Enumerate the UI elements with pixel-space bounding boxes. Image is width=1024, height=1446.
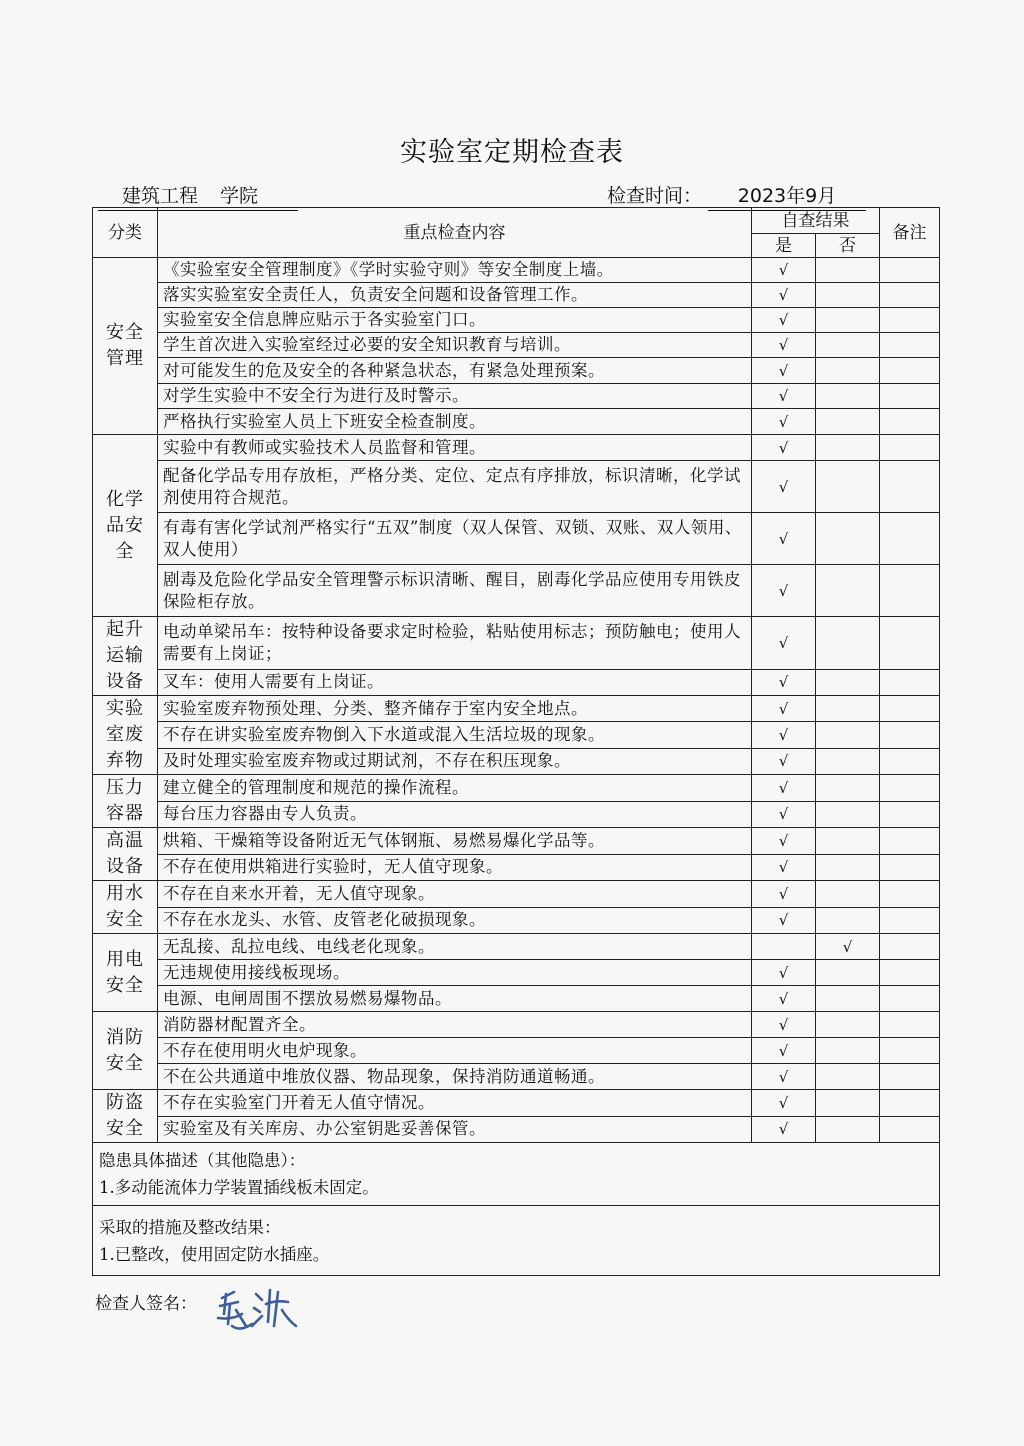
yes-mark: √ [752,881,816,908]
inspection-time-value: 2023年9月 [708,181,866,211]
note-cell [880,828,940,855]
yes-mark: √ [752,258,816,283]
table-row [93,960,940,986]
table-row [93,748,940,774]
note-cell [880,854,940,881]
note-cell [880,384,940,409]
no-mark [816,854,880,881]
no-mark [816,907,880,934]
check-item: 实验室及有关库房、办公室钥匙妥善保管。 [158,1116,752,1143]
hazards-row [93,1143,940,1206]
yes-mark: √ [752,565,816,617]
check-item: 电动单梁吊车：按特种设备要求定时检验，粘贴使用标志；预防触电；使用人需要有上岗证； [158,617,752,670]
table-row [93,801,940,828]
header-row [93,208,940,234]
note-cell [880,1090,940,1117]
note-header: 备注 [880,208,940,258]
check-item: 配备化学品专用存放柜，严格分类、定位、定点有序排放，标识清晰，化学试剂使用符合规范。 [158,461,752,513]
college-name: 建筑工程 [122,185,199,207]
yes-mark: √ [752,384,816,409]
table-row [93,881,940,908]
table-row [93,358,940,384]
result-header: 自查结果 [752,208,880,234]
note-cell [880,1064,940,1090]
no-mark [816,1064,880,1090]
table-row [93,513,940,565]
yes-mark: √ [752,513,816,565]
hazards-label: 隐患具体描述（其他隐患）： [99,1151,306,1170]
inspection-time-label: 检查时间： [607,185,703,207]
no-mark [816,333,880,358]
table-row [93,854,940,881]
no-mark [816,258,880,283]
no-header: 否 [816,234,880,258]
table-row [93,461,940,513]
no-mark [816,881,880,908]
check-item: 消防器材配置齐全。 [158,1012,752,1038]
check-item: 不在公共通道中堆放仪器、物品现象，保持消防通道畅通。 [158,1064,752,1090]
check-item: 有毒有害化学试剂严格实行“五双”制度（双人保管、双锁、双账、双人领用、双人使用） [158,513,752,565]
category-cell: 用电安全 [93,934,158,1012]
yes-mark: √ [752,1012,816,1038]
note-cell [880,513,940,565]
check-item: 不存在使用明火电炉现象。 [158,1038,752,1064]
no-mark [816,384,880,409]
note-cell [880,934,940,960]
note-cell [880,669,940,695]
yes-mark: √ [752,358,816,384]
yes-mark: √ [752,617,816,670]
no-mark [816,722,880,748]
no-mark [816,748,880,774]
check-item: 电源、电闸周围不摆放易燃易爆物品。 [158,986,752,1012]
check-item: 烘箱、干燥箱等设备附近无气体钢瓶、易燃易爆化学品等。 [158,828,752,855]
note-cell [880,986,940,1012]
no-mark [816,828,880,855]
table-row [93,696,940,722]
table-row [93,986,940,1012]
page-title: 实验室定期检查表 [400,137,624,168]
content-header: 重点检查内容 [158,208,752,258]
check-item: 严格执行实验室人员上下班安全检查制度。 [158,409,752,435]
yes-mark: √ [752,775,816,802]
note-cell [880,283,940,308]
category-cell: 高温设备 [93,828,158,881]
table-row [93,722,940,748]
check-item: 不存在讲实验室废弃物倒入下水道或混入生活垃圾的现象。 [158,722,752,748]
no-mark [816,1038,880,1064]
yes-mark: √ [752,828,816,855]
no-mark [816,1090,880,1117]
note-cell [880,435,940,461]
check-item: 落实实验室安全责任人，负责安全问题和设备管理工作。 [158,283,752,308]
yes-mark: √ [752,333,816,358]
check-item: 学生首次进入实验室经过必要的安全知识教育与培训。 [158,333,752,358]
check-item: 及时处理实验室废弃物或过期试剂，不存在积压现象。 [158,748,752,774]
note-cell [880,308,940,333]
no-mark [816,696,880,722]
check-item: 对可能发生的危及安全的各种紧急状态，有紧急处理预案。 [158,358,752,384]
check-item: 不存在实验室门开着无人值守情况。 [158,1090,752,1117]
table-row [93,907,940,934]
table-row [93,617,940,670]
yes-header: 是 [752,234,816,258]
category-cell: 防盗安全 [93,1090,158,1143]
note-cell [880,617,940,670]
no-mark [816,435,880,461]
no-mark [816,669,880,695]
no-mark [816,283,880,308]
yes-mark: √ [752,308,816,333]
table-row [93,258,940,283]
check-item: 无违规使用接线板现场。 [158,960,752,986]
table-row [93,565,940,617]
note-cell [880,801,940,828]
table-row [93,1012,940,1038]
note-cell [880,358,940,384]
handwritten-signature [212,1280,302,1340]
check-item: 建立健全的管理制度和规范的操作流程。 [158,775,752,802]
category-cell: 安全管理 [93,258,158,435]
category-cell: 消防安全 [93,1012,158,1090]
yes-mark: √ [752,907,816,934]
measures-row [93,1206,940,1276]
no-mark [816,801,880,828]
yes-mark: √ [752,435,816,461]
table-row [93,828,940,855]
yes-mark: √ [752,1116,816,1143]
table-row [93,1064,940,1090]
college-suffix: 学院 [220,185,259,207]
yes-mark: √ [752,696,816,722]
yes-mark: √ [752,669,816,695]
yes-mark: √ [752,854,816,881]
yes-mark: √ [752,409,816,435]
yes-mark: √ [752,461,816,513]
no-mark [816,409,880,435]
note-cell [880,258,940,283]
note-cell [880,333,940,358]
table-row [93,384,940,409]
yes-mark: √ [752,748,816,774]
inspection-table [92,207,940,1276]
category-cell: 起升运输设备 [93,617,158,696]
hazards-item: 1.多动能流体力学装置插线板未固定。 [99,1178,379,1197]
note-cell [880,960,940,986]
table-row [93,1116,940,1143]
table-row [93,1038,940,1064]
table-row [93,283,940,308]
no-mark [816,960,880,986]
table-row [93,934,940,960]
hazards-cell [93,1143,940,1206]
yes-mark: √ [752,283,816,308]
signature-label: 检查人签名： [95,1294,197,1314]
check-item: 不存在水龙头、水管、皮管老化破损现象。 [158,907,752,934]
note-cell [880,461,940,513]
yes-mark: √ [752,986,816,1012]
note-cell [880,565,940,617]
no-mark [816,1116,880,1143]
no-mark [816,358,880,384]
no-mark [816,513,880,565]
no-mark [816,1012,880,1038]
no-mark [816,461,880,513]
note-cell [880,1012,940,1038]
check-item: 每台压力容器由专人负责。 [158,801,752,828]
table-row [93,1090,940,1117]
note-cell [880,1116,940,1143]
check-item: 实验室安全信息牌应贴示于各实验室门口。 [158,308,752,333]
check-item: 对学生实验中不安全行为进行及时警示。 [158,384,752,409]
category-cell: 化学品安全 [93,435,158,617]
measures-cell [93,1206,940,1276]
no-mark [816,565,880,617]
no-mark [816,986,880,1012]
note-cell [880,748,940,774]
no-mark [816,617,880,670]
note-cell [880,1038,940,1064]
check-item: 实验中有教师或实验技术人员监督和管理。 [158,435,752,461]
yes-mark: √ [752,722,816,748]
check-item: 不存在使用烘箱进行实验时，无人值守现象。 [158,854,752,881]
table-row [93,308,940,333]
yes-mark: √ [752,1064,816,1090]
measures-item: 1.已整改，使用固定防水插座。 [99,1244,330,1264]
yes-mark [752,934,816,960]
check-item: 实验室废弃物预处理、分类、整齐储存于室内安全地点。 [158,696,752,722]
category-cell: 用水安全 [93,881,158,934]
note-cell [880,409,940,435]
no-mark: √ [816,934,880,960]
measures-label: 采取的措施及整改结果： [99,1217,281,1237]
note-cell [880,696,940,722]
note-cell [880,881,940,908]
yes-mark: √ [752,1038,816,1064]
category-cell: 压力容器 [93,775,158,828]
table-row [93,435,940,461]
table-row [93,409,940,435]
check-item: 无乱接、乱拉电线、电线老化现象。 [158,934,752,960]
check-item: 剧毒及危险化学品安全管理警示标识清晰、醒目，剧毒化学品应使用专用铁皮保险柜存放。 [158,565,752,617]
table-row [93,333,940,358]
yes-mark: √ [752,801,816,828]
check-item: 《实验室安全管理制度》《学时实验守则》等安全制度上墙。 [158,258,752,283]
check-item: 不存在自来水开着，无人值守现象。 [158,881,752,908]
yes-mark: √ [752,1090,816,1117]
check-item: 叉车：使用人需要有上岗证。 [158,669,752,695]
category-header: 分类 [93,208,158,258]
note-cell [880,907,940,934]
note-cell [880,722,940,748]
no-mark [816,308,880,333]
yes-mark: √ [752,960,816,986]
no-mark [816,775,880,802]
note-cell [880,775,940,802]
table-row [93,669,940,695]
category-cell: 实验室废弃物 [93,696,158,775]
table-row [93,775,940,802]
